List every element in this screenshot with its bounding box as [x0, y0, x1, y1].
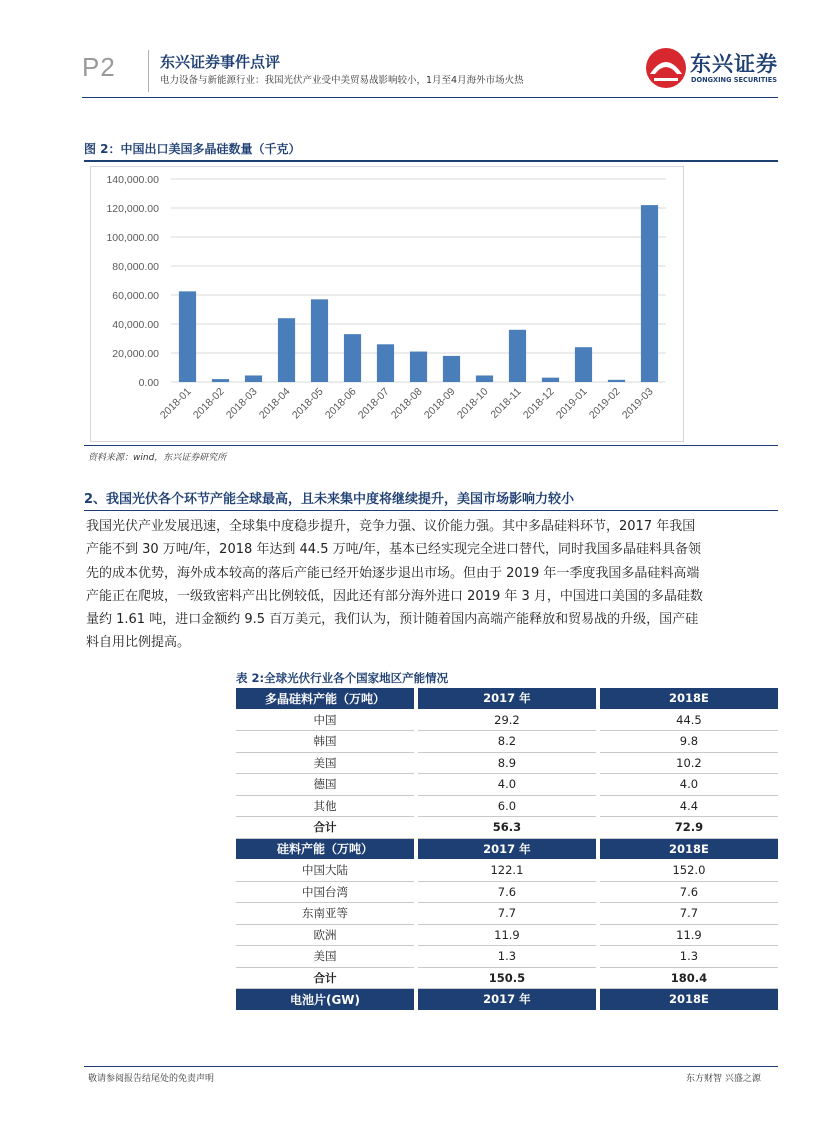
y-tick-label: 40,000.00: [112, 319, 159, 331]
table-total-row: 合计 150.5 180.4: [236, 967, 778, 989]
paragraph-line: 我国光伏产业发展迅速，全球集中度稳步提升，竞争力强、议价能力强。其中多晶硅料环节，2017 年我国: [86, 519, 696, 534]
logo-name: 东兴证券: [690, 52, 778, 76]
report-subtitle: 电力设备与新能源行业：我国光伏产业受中美贸易战影响较小，1月至4月海外市场火热: [160, 75, 524, 86]
logo-english-name: DONGXING SECURITIES: [691, 76, 777, 84]
bar: [443, 356, 460, 382]
table-row: 东南亚等 7.7 7.7: [236, 903, 778, 925]
paragraph-line: 料自用比例提高。: [86, 635, 191, 651]
y-tick-label: 140,000.00: [106, 174, 159, 186]
page-number: P2: [82, 52, 116, 82]
x-tick-label: 2018-06: [322, 385, 359, 422]
figure-bottom-rule: [84, 445, 778, 446]
x-tick-label: 2018-02: [190, 385, 227, 422]
y-tick-label: 60,000.00: [112, 290, 159, 302]
bar: [542, 378, 559, 382]
table-header-row: [236, 989, 778, 1011]
x-tick-label: 2019-01: [553, 385, 590, 422]
bar: [212, 379, 229, 382]
x-tick-label: 2019-02: [586, 385, 623, 422]
y-tick-label: 120,000.00: [106, 203, 159, 215]
bar: [641, 205, 658, 382]
header-cell: 硅料产能（万吨）: [236, 838, 414, 860]
bar: [377, 344, 394, 382]
y-tick-label: 80,000.00: [112, 261, 159, 273]
figure-top-rule: [84, 160, 778, 162]
header-cell: 2017 年: [418, 989, 596, 1011]
report-title: 东兴证券事件点评: [160, 53, 281, 71]
chart-container: [90, 166, 684, 442]
bar: [509, 330, 526, 382]
table-row: 美国 1.3 1.3: [236, 946, 778, 968]
table-row: 中国台湾 7.6 7.6: [236, 881, 778, 903]
y-tick-label: 100,000.00: [106, 232, 159, 244]
x-tick-label: 2018-11: [488, 385, 524, 421]
y-tick-label: 0.00: [138, 377, 159, 389]
paragraph-line: 先的成本优势，海外成本较高的落后产能已经开始逐步退出市场。但由于 2019 年一季度我国多晶硅料高端: [86, 565, 700, 581]
table-total-row: 合计 56.3 72.9: [236, 817, 778, 839]
table-row: 其他 6.0 4.4: [236, 795, 778, 817]
x-tick-label: 2018-05: [289, 385, 326, 422]
bar-chart: [91, 167, 683, 441]
header-divider: [148, 50, 149, 92]
header-cell: 2018E: [600, 838, 778, 860]
paragraph-line: 量约 1.61 吨，进口金额约 9.5 百万美元，我们认为，预计随着国内高端产能释放和贸易战的升级，国产硅: [86, 612, 699, 628]
bar: [278, 318, 295, 382]
x-tick-label: 2018-12: [520, 385, 557, 422]
table-row: 德国 4.0 4.0: [236, 774, 778, 796]
logo-emblem-icon: [644, 46, 688, 90]
x-tick-label: 2018-07: [355, 385, 392, 422]
body-paragraph: [86, 515, 778, 655]
bar: [608, 380, 625, 382]
figure-title: 图 2：中国出口美国多晶硅数量（千克）: [84, 142, 301, 156]
header-cell: 2017 年: [418, 688, 596, 709]
bar: [179, 291, 196, 382]
x-tick-label: 2018-03: [223, 385, 260, 422]
table-row: 中国 29.2 44.5: [236, 709, 778, 731]
section-rule: [84, 510, 778, 511]
table-row: 中国大陆 122.1 152.0: [236, 860, 778, 882]
section-heading: 2、我国光伏各个环节产能全球最高，且未来集中度将继续提升，美国市场影响力较小: [84, 492, 575, 507]
table-title: 表 2:全球光伏行业各个国家地区产能情况: [236, 671, 449, 685]
figure-source: 资料来源：wind，东兴证券研究所: [88, 453, 227, 463]
bar: [575, 347, 592, 382]
footer-rule: [84, 1066, 778, 1067]
x-tick-label: 2018-08: [388, 385, 425, 422]
x-tick-label: 2018-04: [256, 385, 293, 422]
header-cell: 2018E: [600, 989, 778, 1011]
footer-disclaimer: 敬请参阅报告结尾处的免责声明: [88, 1074, 215, 1084]
bar: [245, 375, 262, 382]
footer-slogan: 东方财智 兴盛之源: [686, 1074, 761, 1084]
table-row: 韩国 8.2 9.8: [236, 731, 778, 753]
table-row: 美国 8.9 10.2: [236, 752, 778, 774]
x-tick-label: 2018-09: [421, 385, 458, 422]
x-tick-label: 2019-03: [619, 385, 656, 422]
y-tick-label: 20,000.00: [112, 348, 159, 360]
x-tick-label: 2018-10: [454, 385, 491, 422]
bar: [476, 375, 493, 382]
header-cell: 2017 年: [418, 838, 596, 860]
header-cell: 电池片(GW): [236, 989, 414, 1011]
header-cell: 多晶硅料产能（万吨）: [236, 688, 414, 709]
paragraph-line: 产能正在爬坡，一级致密料产出比例较低，因此还有部分海外进口 2019 年 3 月，中国进口美国的多晶硅数: [86, 588, 703, 604]
bar: [410, 352, 427, 382]
header-rule: [82, 97, 778, 98]
capacity-table: [236, 688, 778, 1011]
table-header-row: [236, 838, 778, 860]
table-header-row: [236, 688, 778, 709]
bar: [311, 299, 328, 382]
company-logo: [644, 46, 784, 90]
x-tick-label: 2018-01: [157, 385, 194, 422]
table-row: 欧洲 11.9 11.9: [236, 924, 778, 946]
header-cell: 2018E: [600, 688, 778, 709]
bar: [344, 334, 361, 382]
paragraph-line: 产能不到 30 万吨/年，2018 年达到 44.5 万吨/年，基本已经实现完全进口替代，同时我国多晶硅料具备领: [86, 542, 701, 558]
